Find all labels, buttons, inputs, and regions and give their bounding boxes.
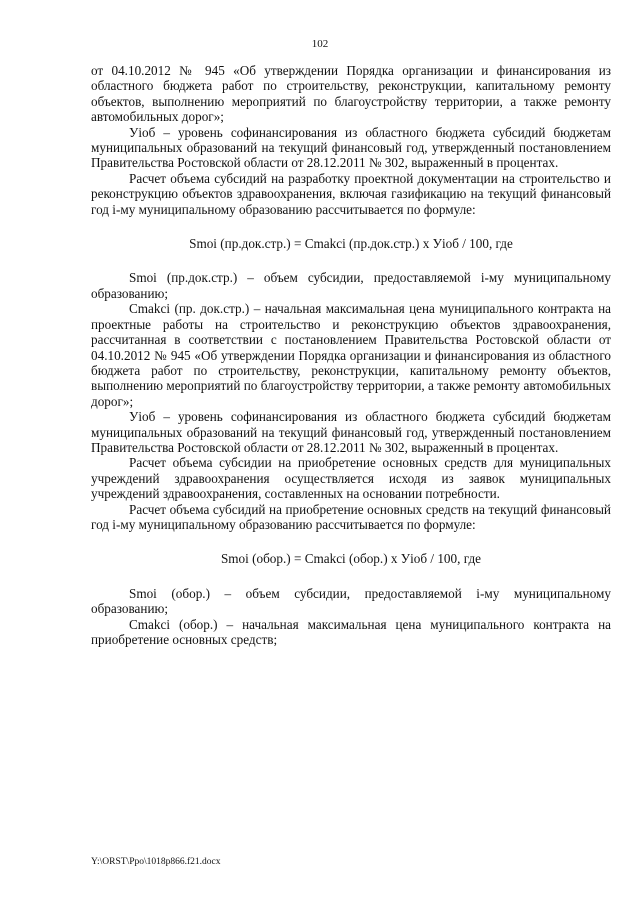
paragraph-definition-cmakci: Cmakci (пр. док.стр.) – начальная максимальная цена муниципального контракта на проектные работы на строительство и реконструкцию объектов здравоохранения, рассчитанная в соответствии с постановлением Правительства Ростовской области от 04.10.2012 № 945 «Об утверждении Порядка организации и финансирования из областного бюджета работ по строительству, реконструкции, капитальному ремонту объектов, выполнению мероприятий по благоустройству территории, а также ремонту автомобильных дорог»; (91, 301, 611, 409)
paragraph-calculation-design: Расчет объема субсидий на разработку проектной документации на строительство и реконструкцию объектов здравоохранения, включая газификацию на текущий финансовый год i-му муниципальному образованию рассчитывается по формуле: (91, 170, 611, 217)
paragraph-calculation-assets: Расчет объема субсидий на приобретение основных средств на текущий финансовый год i-му муниципальному образованию рассчитывается по формуле: (91, 501, 611, 532)
document-body (91, 63, 611, 647)
paragraph-definition-uiob: Уiоб – уровень софинансирования из областного бюджета субсидий бюджетам муниципальных образований на текущий финансовый год, утвержденный постановлением Правительства Ростовской области от 28.12.2011 № 302, выраженный в процентах. (91, 124, 611, 171)
file-path-footer: Y:\ORST\Ppo\1018p866.f21.docx (91, 857, 221, 867)
paragraph-assets-basis: Расчет объема субсидии на приобретение основных средств для муниципальных учреждений здравоохранения осуществляется исходя из заявок муниципальных учреждений здравоохранения, составленных на основании потребности. (91, 455, 611, 502)
paragraph-definition-smoi-assets: Smoi (обор.) – объем субсидии, предоставляемой i-му муниципальному образованию; (91, 585, 611, 617)
paragraph-definition-uiob-2: Уiоб – уровень софинансирования из областного бюджета субсидий бюджетам муниципальных образований на текущий финансовый год, утвержденный постановлением Правительства Ростовской области от 28.12.2011 № 302, выраженный в процентах. (91, 409, 611, 455)
paragraph-continuation: от 04.10.2012 № 945 «Об утверждении Порядка организации и финансирования из областного бюджета работ по строительству, реконструкции, капитальному ремонту объектов, выполнению мероприятий по благоустройству территории, а также ремонту автомобильных дорог»; (91, 63, 611, 125)
formula-design: Smoi (пр.док.стр.) = Cmakci (пр.док.стр.) х Уiоб / 100, где (189, 236, 513, 252)
paragraph-definition-smoi: Smoi (пр.док.стр.) – объем субсидии, предоставляемой i-му муниципальному образованию; (91, 270, 611, 301)
formula-assets: Smoi (обор.) = Cmakci (обор.) х Уiоб / 100, где (220, 551, 482, 567)
paragraph-definition-cmakci-assets: Cmakci (обор.) – начальная максимальная цена муниципального контракта на приобретение основных средств; (91, 616, 611, 647)
page-number: 102 (311, 38, 329, 50)
